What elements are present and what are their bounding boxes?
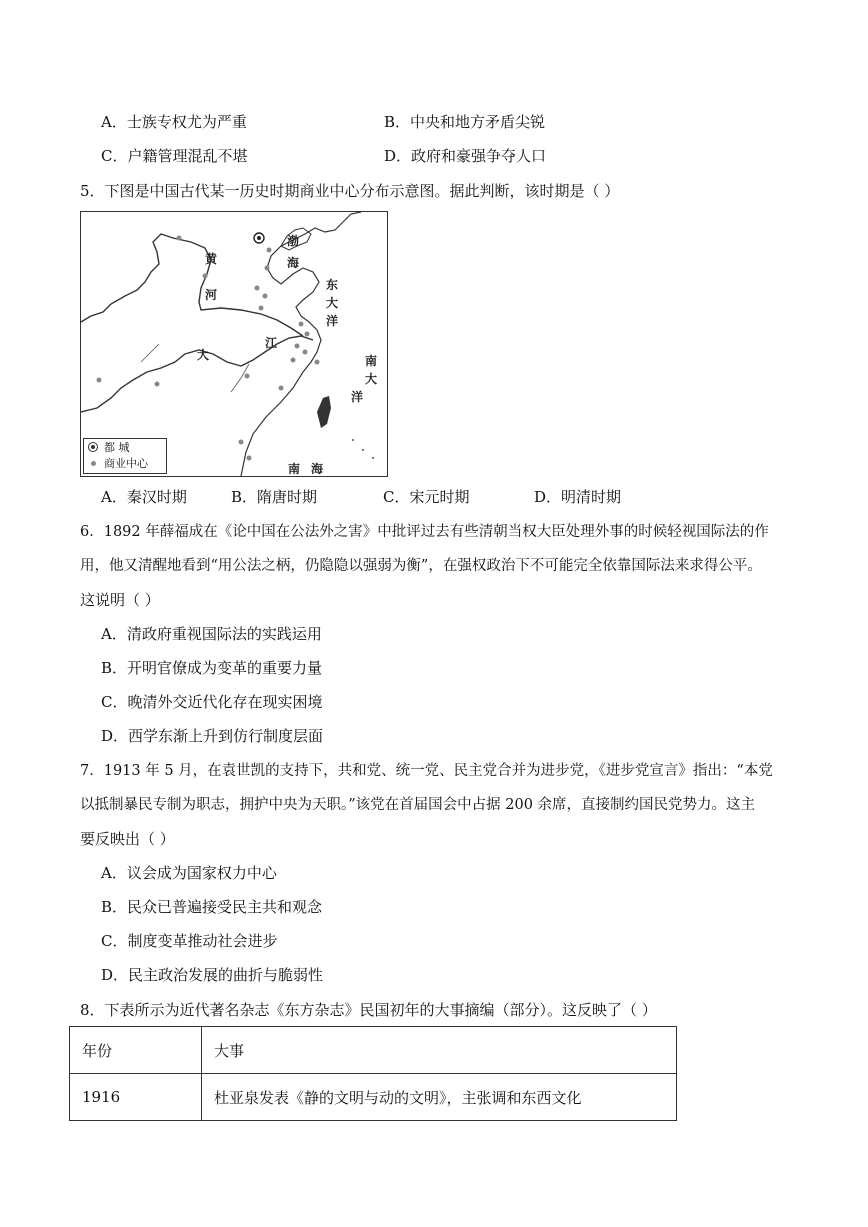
label-south-sea-3: 洋	[351, 390, 364, 404]
q6-option-d: D．西学东渐上升到仿行制度层面	[101, 727, 324, 745]
q4-option-d: D．政府和豪强争夺人口	[384, 147, 547, 165]
q6-option-c: C．晚清外交近代化存在现实困境	[101, 693, 323, 711]
label-east-sea-2: 大	[326, 296, 339, 310]
q5-option-d: D．明清时期	[534, 488, 622, 506]
label-south-china-sea-2: 海	[311, 462, 324, 476]
q6-stem-line3: 这说明（ ）	[80, 591, 160, 609]
label-east-sea-1: 东	[326, 278, 339, 292]
label-bohai-1: 渤	[287, 234, 300, 248]
table-cell-event: 杜亚泉发表《静的文明与动的文明》，主张调和东西文化	[202, 1074, 677, 1121]
table-row	[70, 1074, 677, 1121]
map-graphic	[81, 212, 387, 476]
q7-stem-line2: 以抵制暴民专制为职志，拥护中央为天职。”该党在首届国会中占据 200 余席，直接制约国民党势力。这主	[80, 797, 756, 813]
q6-option-a: A．清政府重视国际法的实践运用	[101, 625, 322, 643]
q5-option-c: C．宋元时期	[383, 488, 470, 506]
label-south-china-sea-1: 南	[288, 462, 301, 476]
q4-option-c: C．户籍管理混乱不堪	[101, 147, 248, 165]
q7-stem-line3: 要反映出（ ）	[80, 830, 175, 848]
legend-capital: 都 城	[88, 440, 162, 456]
table-header-row	[70, 1027, 677, 1074]
legend-commercial: 商业中心	[88, 456, 162, 472]
commercial-center-map	[80, 211, 388, 477]
q8-stem: 8．下表所示为近代著名杂志《东方杂志》民国初年的大事摘编（部分）。这反映了（ ）	[80, 1001, 657, 1019]
q6-stem-line2: 用，他又清醒地看到“用公法之柄，仍隐隐以强弱为衡”，在强权政治下不可能完全依靠国际法来求得公平。	[80, 558, 762, 574]
label-yellow-river-2: 河	[205, 288, 218, 302]
q7-option-c: C．制度变革推动社会进步	[101, 932, 278, 950]
q7-option-d: D．民主政治发展的曲折与脆弱性	[101, 966, 324, 984]
q5-option-a: A．秦汉时期	[101, 488, 187, 506]
capital-symbol-icon	[88, 442, 98, 452]
q6-option-b: B．开明官僚成为变革的重要力量	[101, 659, 323, 677]
label-east-sea-3: 洋	[326, 314, 339, 328]
table-header-event: 大事	[202, 1027, 677, 1074]
table-header-year: 年份	[70, 1027, 202, 1074]
q4-option-b: B．中央和地方矛盾尖锐	[384, 113, 546, 131]
q7-option-b: B．民众已普遍接受民主共和观念	[101, 898, 323, 916]
q5-option-b: B．隋唐时期	[231, 488, 318, 506]
label-yangtze-1: 大	[197, 348, 210, 362]
label-yellow-river-1: 黄	[205, 252, 218, 266]
q7-stem-line1: 7．1913 年 5 月，在袁世凯的支持下，共和党、统一党、民主党合并为进步党，《进步党宣言》指出：“本党	[80, 763, 773, 779]
label-south-sea-2: 大	[365, 372, 378, 386]
map-legend	[83, 438, 167, 474]
q6-stem-line1: 6．1892 年薛福成在《论中国在公法外之害》中批评过去有些清朝当权大臣处理外事的时候轻视国际法的作	[80, 524, 769, 540]
label-south-sea-1: 南	[365, 354, 378, 368]
q7-option-a: A．议会成为国家权力中心	[101, 864, 277, 882]
commercial-center-symbol-icon	[91, 461, 96, 466]
q5-stem: 5．下图是中国古代某一历史时期商业中心分布示意图。据此判断，该时期是（ ）	[80, 182, 620, 200]
events-table	[69, 1026, 677, 1121]
table-cell-year: 1916	[70, 1074, 202, 1121]
label-yangtze-2: 江	[265, 336, 278, 350]
q4-option-a: A．士族专权尤为严重	[101, 113, 247, 131]
label-bohai-2: 海	[287, 256, 300, 270]
